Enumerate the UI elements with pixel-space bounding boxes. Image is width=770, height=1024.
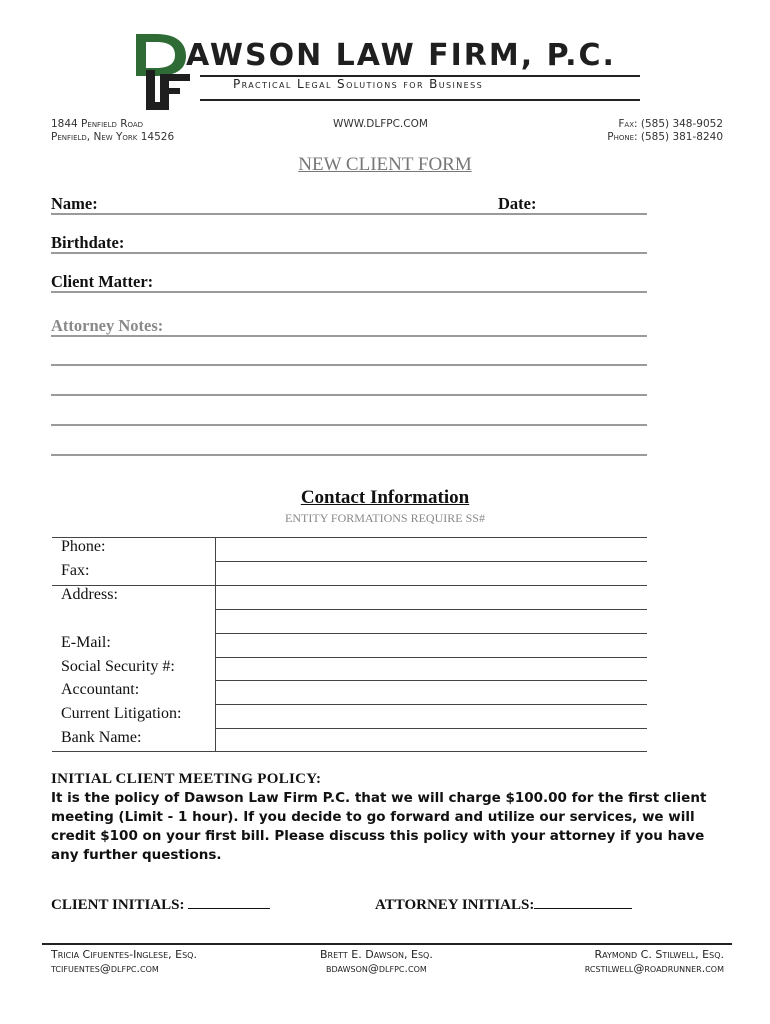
address-line-2: Penfield, New York 14526 bbox=[51, 131, 175, 143]
attorney-name: Brett E. Dawson, Esq. bbox=[320, 948, 433, 961]
attorney-notes-line[interactable] bbox=[51, 454, 647, 456]
attorney-notes-line[interactable] bbox=[51, 424, 647, 426]
firm-logo-monogram bbox=[130, 30, 190, 114]
attorney-initials-line[interactable] bbox=[534, 908, 632, 909]
name-date-line[interactable] bbox=[51, 213, 647, 215]
date-label: Date: bbox=[498, 194, 537, 213]
client-matter-line[interactable] bbox=[51, 291, 647, 293]
social-security-label: Social Security #: bbox=[61, 658, 175, 675]
client-initials-label: CLIENT INITIALS: bbox=[51, 897, 185, 913]
policy-text-line: It is the policy of Dawson Law Firm P.C. that we will charge $100.00 for the first client bbox=[51, 790, 707, 806]
attorney-notes-label: Attorney Notes: bbox=[51, 316, 164, 335]
table-row[interactable] bbox=[52, 728, 647, 752]
attorney-contact bbox=[585, 948, 724, 976]
table-row[interactable] bbox=[52, 537, 647, 561]
letterhead-rule-bottom bbox=[200, 99, 640, 101]
attorney-contact bbox=[320, 948, 433, 976]
policy-text-line: meeting (Limit - 1 hour). If you decide to go forward and utilize our services, we will bbox=[51, 809, 695, 825]
table-row[interactable] bbox=[52, 609, 647, 633]
fax-number: Fax: (585) 348-9052 bbox=[618, 118, 723, 130]
attorney-email[interactable]: bdawson@dlfpc.com bbox=[326, 962, 427, 975]
accountant-label: Accountant: bbox=[61, 681, 140, 698]
birthdate-line[interactable] bbox=[51, 252, 647, 254]
firm-name: AWSON LAW FIRM, P.C. bbox=[186, 38, 616, 73]
attorney-notes-line[interactable] bbox=[51, 364, 647, 366]
name-label: Name: bbox=[51, 194, 98, 213]
attorney-email[interactable]: tcifuentes@dlfpc.com bbox=[51, 962, 159, 975]
attorney-notes-line[interactable] bbox=[51, 394, 647, 396]
footer-rule bbox=[42, 943, 732, 945]
table-row[interactable] bbox=[52, 680, 647, 704]
client-matter-label: Client Matter: bbox=[51, 272, 154, 291]
firm-address bbox=[51, 118, 174, 144]
phone-number: Phone: (585) 381-8240 bbox=[607, 131, 723, 143]
contact-information-subtitle: ENTITY FORMATIONS REQUIRE SS# bbox=[285, 511, 485, 525]
bank-name-label: Bank Name: bbox=[61, 729, 142, 746]
attorney-name: Tricia Cifuentes-Inglese, Esq. bbox=[51, 948, 197, 961]
table-row[interactable] bbox=[52, 561, 647, 585]
client-initials-line[interactable] bbox=[188, 908, 270, 909]
attorney-name: Raymond C. Stilwell, Esq. bbox=[594, 948, 724, 961]
policy-text-line: any further questions. bbox=[51, 847, 222, 863]
attorney-initials-label: ATTORNEY INITIALS: bbox=[375, 897, 535, 913]
fax-label: Fax: bbox=[61, 562, 90, 579]
meeting-policy bbox=[51, 770, 726, 865]
firm-website[interactable]: WWW.DLFPC.COM bbox=[333, 118, 428, 130]
address-line-1: 1844 Penfield Road bbox=[51, 118, 144, 130]
email-label: E-Mail: bbox=[61, 634, 111, 651]
client-initials bbox=[51, 897, 270, 914]
birthdate-label: Birthdate: bbox=[51, 233, 125, 252]
contact-information-title: Contact Information bbox=[300, 487, 470, 508]
form-title: NEW CLIENT FORM bbox=[298, 154, 472, 175]
address-label: Address: bbox=[61, 586, 118, 603]
attorney-notes-line[interactable] bbox=[51, 335, 647, 337]
attorney-email[interactable]: rcstilwell@roadrunner.com bbox=[584, 962, 724, 975]
policy-heading: INITIAL CLIENT MEETING POLICY: bbox=[51, 771, 322, 787]
attorney-initials bbox=[375, 897, 632, 914]
firm-contact-numbers bbox=[607, 118, 723, 144]
firm-tagline: Practical Legal Solutions for Business bbox=[233, 77, 484, 91]
table-row[interactable] bbox=[52, 633, 647, 657]
policy-text-line: credit $100 on your first bill. Please discuss this policy with your attorney if you have bbox=[51, 828, 705, 844]
table-row[interactable] bbox=[52, 657, 647, 681]
phone-label: Phone: bbox=[61, 538, 106, 555]
current-litigation-label: Current Litigation: bbox=[61, 705, 182, 722]
table-row[interactable] bbox=[52, 704, 647, 728]
attorney-contact bbox=[51, 948, 197, 976]
table-row[interactable] bbox=[52, 585, 647, 609]
